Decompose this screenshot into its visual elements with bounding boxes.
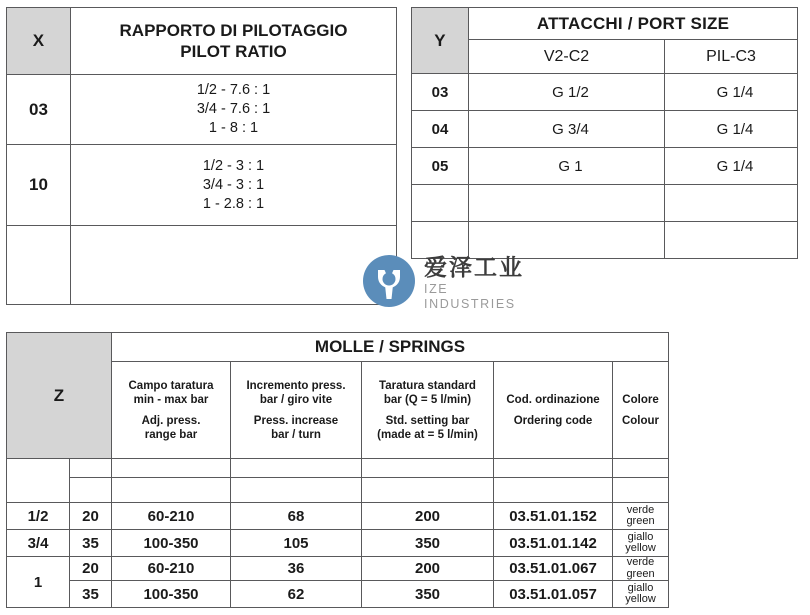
table-header-row [7,333,669,362]
z-size-empty [7,459,70,503]
z-code-col-1-a: 20 [70,557,112,581]
z-std-setting-1-b: 350 [362,581,494,608]
z-code-empty-1 [70,459,112,478]
header-line: Press. increase [253,414,339,427]
header-line: range bar [144,428,198,441]
watermark-name-cn: 爱泽工业 [424,255,524,281]
z-code-col-1-b: 35 [70,581,112,608]
pilot-ratio-table [6,7,397,305]
y-row-key-05: 05 [412,148,469,185]
header-line: Adj. press. [141,414,201,427]
table-header-row [412,8,798,40]
header-line: Colour [621,414,660,427]
colour-it: verde [626,503,655,516]
z-increase-1-b: 62 [231,581,362,608]
table-row-empty [7,478,669,503]
table-subheader-row [412,40,798,74]
ratio-line: 3/4 - 7.6 : 1 [196,101,271,117]
x-row-key-10: 10 [7,145,71,226]
table-row-empty [7,226,397,305]
colour-en: yellow [625,593,656,605]
z-column-header-colour [613,362,669,459]
z-increase-3-4: 105 [231,530,362,557]
z-title: MOLLE / SPRINGS [112,333,669,362]
z-colour-1-2 [613,503,669,530]
header-line: min - max bar [133,393,209,406]
y-column-header-pilc3: PIL-C3 [665,40,798,74]
y-row-v2c2-05: G 1 [469,148,665,185]
y-row-pilc3-04: G 1/4 [665,111,798,148]
x-row-values-empty [71,226,397,305]
x-row-key-empty [7,226,71,305]
table-row [7,75,397,145]
watermark-text [424,255,542,312]
z-colour-3-4 [613,530,669,557]
table-row [7,530,669,557]
z-std-setting-1-a: 200 [362,557,494,581]
y-key-header: Y [412,8,469,74]
header-line: bar / turn [271,428,321,441]
ratio-line: 1 - 8 : 1 [208,120,259,136]
z-order-code-1-2: 03.51.01.152 [494,503,613,530]
y-row-v2c2-04: G 3/4 [469,111,665,148]
table-row [7,557,669,581]
y-title: ATTACCHI / PORT SIZE [469,8,798,40]
z-range-empty-1 [112,459,231,478]
y-row-v2c2-empty-2 [469,222,665,259]
z-order-code-1-a: 03.51.01.067 [494,557,613,581]
table-row [7,145,397,226]
table-row [412,74,798,111]
colour-en: green [626,515,655,527]
z-code-col-1-2: 20 [70,503,112,530]
x-title-en: PILOT RATIO [180,42,287,61]
z-std-setting-1-2: 200 [362,503,494,530]
z-colour-empty-2 [613,478,669,503]
z-colour-1-b [613,581,669,608]
x-key-header: X [7,8,71,75]
z-std-setting-3-4: 350 [362,530,494,557]
table-row [7,503,669,530]
z-range-3-4: 100-350 [112,530,231,557]
header-line: bar / giro vite [259,393,333,406]
port-size-table [411,7,798,259]
z-code-empty-2 [70,478,112,503]
table-row-empty [412,185,798,222]
y-row-pilc3-empty-2 [665,222,798,259]
y-row-pilc3-05: G 1/4 [665,148,798,185]
ratio-line: 3/4 - 3 : 1 [202,176,265,193]
z-std-empty-2 [362,478,494,503]
table-row-empty [412,222,798,259]
colour-it: giallo [627,530,654,543]
z-key-header: Z [7,333,112,459]
z-range-empty-2 [112,478,231,503]
y-row-key-empty-1 [412,185,469,222]
ratio-line: 1/2 - 7.6 : 1 [196,82,271,98]
z-size-1-2: 1/2 [7,503,70,530]
z-range-1-b: 100-350 [112,581,231,608]
z-range-1-2: 60-210 [112,503,231,530]
watermark-name-en: IZE INDUSTRIES [424,282,516,311]
table-row [412,148,798,185]
z-size-3-4: 3/4 [7,530,70,557]
z-range-1-a: 60-210 [112,557,231,581]
x-row-values-03 [71,75,397,145]
y-row-key-empty-2 [412,222,469,259]
z-increase-1-a: 36 [231,557,362,581]
table-row [7,581,669,608]
header-line: Std. setting bar [385,414,470,427]
table-row [412,111,798,148]
header-line: Cod. ordinazione [506,393,600,406]
table-header-row [7,8,397,75]
y-row-key-04: 04 [412,111,469,148]
z-order-code-1-b: 03.51.01.057 [494,581,613,608]
x-title-it: RAPPORTO DI PILOTAGGIO [119,21,348,40]
header-line: Taratura standard [379,379,476,392]
z-colour-1-a [613,557,669,581]
ratio-line: 1/2 - 3 : 1 [202,157,265,174]
colour-it: verde [626,556,655,568]
colour-en: yellow [625,542,656,554]
z-colour-empty-1 [613,459,669,478]
z-std-empty-1 [362,459,494,478]
header-line: Campo taratura [128,379,214,392]
z-column-header-std-setting [362,362,494,459]
x-row-values-10 [71,145,397,226]
header-line: (made at = 5 l/min) [377,428,478,441]
y-row-pilc3-empty-1 [665,185,798,222]
header-line: Ordering code [513,414,593,427]
springs-table [6,332,669,608]
y-row-v2c2-03: G 1/2 [469,74,665,111]
y-row-key-03: 03 [412,74,469,111]
z-increase-empty-2 [231,478,362,503]
y-row-pilc3-03: G 1/4 [665,74,798,111]
z-column-header-order-code [494,362,613,459]
z-size-1: 1 [7,557,70,608]
z-increase-empty-1 [231,459,362,478]
colour-it: giallo [627,581,654,594]
z-order-empty-2 [494,478,613,503]
z-column-header-range [112,362,231,459]
y-row-v2c2-empty-1 [469,185,665,222]
header-line: Incremento press. [246,379,346,392]
header-line: Colore [622,393,659,406]
x-title-cell [71,8,397,75]
table-row-empty [7,459,669,478]
ratio-line: 1 - 2.8 : 1 [202,195,265,212]
z-increase-1-2: 68 [231,503,362,530]
z-code-col-3-4: 35 [70,530,112,557]
y-column-header-v2c2: V2-C2 [469,40,665,74]
colour-en: green [626,567,655,580]
z-column-header-increase [231,362,362,459]
z-order-empty-1 [494,459,613,478]
x-row-key-03: 03 [7,75,71,145]
header-line: bar (Q = 5 l/min) [383,393,472,406]
z-order-code-3-4: 03.51.01.142 [494,530,613,557]
